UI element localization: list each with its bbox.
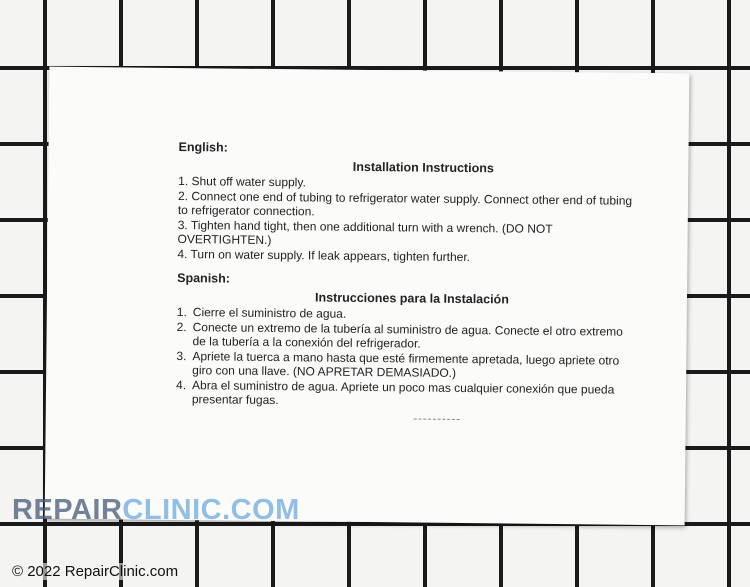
- english-step: 4. Turn on water supply. If leak appears, tighten further.: [177, 247, 471, 265]
- english-step: 3. Tighten hand tight, then one additional turn with a wrench. (DO NOT OVERTIGHTEN.): [177, 218, 553, 247]
- english-label: English:: [178, 140, 228, 155]
- step-number: 3.: [176, 349, 187, 364]
- spanish-section: [176, 271, 637, 412]
- step-text: Cierre el suministro de agua.: [192, 305, 347, 321]
- spanish-step: [176, 320, 636, 353]
- step-number: 4.: [175, 378, 187, 393]
- step-text: Conecte un extremo de la tubería al suministro de agua. Conecte el otro extremo de la tubería a la conexión del refrigerador.: [192, 320, 623, 351]
- copyright-text: © 2022 RepairClinic.com: [12, 563, 179, 580]
- spanish-steps: [176, 305, 637, 411]
- step-number: 2.: [176, 320, 187, 335]
- english-section: [177, 140, 638, 267]
- english-step: 2. Connect one end of tubing to refrigerator water supply. Connect other end of tubing to refrigerator connection.: [177, 189, 633, 219]
- english-steps: [177, 174, 638, 266]
- english-title: Installation Instructions: [352, 159, 494, 176]
- step-text: Apriete la tuerca a mano hasta que esté firmemente apretada, luego apriete otro giro con una llave. (NO APRETAR DEMASIADO.): [192, 349, 620, 380]
- english-step: 1. Shut off water supply.: [178, 174, 306, 190]
- step-number: 1.: [176, 305, 187, 320]
- repairclinic-watermark: [12, 494, 300, 527]
- step-text: Abra el suministro de agua. Apriete un poco mas cualquier conexión que pueda presentar fugas.: [191, 378, 615, 408]
- spanish-step: [176, 378, 636, 411]
- watermark-part-1: REPAIR: [12, 494, 123, 526]
- print-mark: [414, 418, 460, 419]
- spanish-title: Instrucciones para la Instalación: [314, 290, 509, 307]
- watermark-part-2: CLINIC.COM: [122, 494, 300, 526]
- spanish-label: Spanish:: [177, 271, 231, 286]
- instruction-sheet: [45, 67, 690, 526]
- spanish-step: [176, 349, 636, 382]
